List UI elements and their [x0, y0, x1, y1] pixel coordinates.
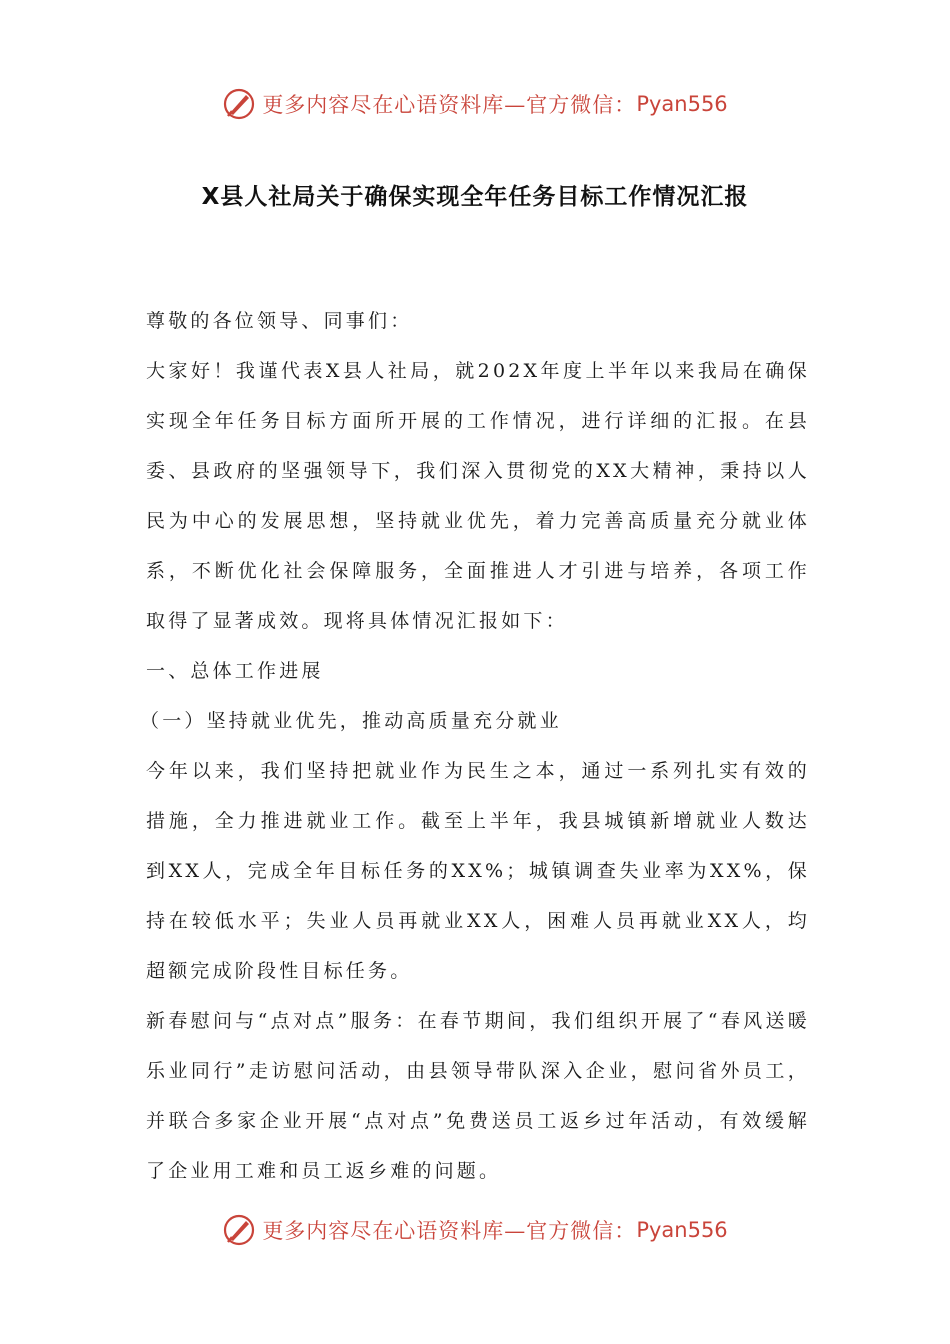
- document-body: [140, 296, 810, 1196]
- header-watermark: [0, 84, 950, 124]
- section-heading: 一、总体工作进展: [146, 660, 324, 682]
- quill-logo-icon: [222, 1213, 256, 1247]
- quill-logo-icon: [222, 87, 256, 121]
- greeting: 尊敬的各位领导、同事们：: [146, 310, 413, 332]
- intro-paragraph: 大家好！我谨代表X县人社局，就202X年度上半年以来我局在确保实现全年任务目标方面所开展的工作情况，进行详细的汇报。在县委、县政府的坚强领导下，我们深入贯彻党的XX大精神，秉持以人民为中心的发展思想，坚持就业优先，着力完善高质量充分就业体系，不断优化社会保障服务，全面推进人才引进与培养，各项工作取得了显著成效。现将具体情况汇报如下：: [146, 360, 810, 632]
- watermark-text: 更多内容尽在心语资料库—官方微信：: [262, 1219, 637, 1243]
- subsection-heading: （一）坚持就业优先，推动高质量充分就业: [140, 710, 562, 732]
- watermark-text: 更多内容尽在心语资料库—官方微信：: [262, 93, 637, 117]
- footer-watermark: [0, 1210, 950, 1250]
- document-title: X县人社局关于确保实现全年任务目标工作情况汇报: [201, 184, 749, 210]
- employment-paragraph: 今年以来，我们坚持把就业作为民生之本，通过一系列扎实有效的措施，全力推进就业工作。截至上半年，我县城镇新增就业人数达到XX人，完成全年目标任务的XX%；城镇调查失业率为XX%，保持在较低水平；失业人员再就业XX人，困难人员再就业XX人，均超额完成阶段性目标任务。: [146, 760, 810, 982]
- spring-service-paragraph: 新春慰问与“点对点”服务：在春节期间，我们组织开展了“春风送暖乐业同行”走访慰问活动，由县领导带队深入企业，慰问省外员工，并联合多家企业开展“点对点”免费送员工返乡过年活动，有效缓解了企业用工难和员工返乡难的问题。: [146, 1010, 810, 1182]
- wechat-id: Pyan556: [636, 92, 728, 116]
- wechat-id: Pyan556: [636, 1218, 728, 1242]
